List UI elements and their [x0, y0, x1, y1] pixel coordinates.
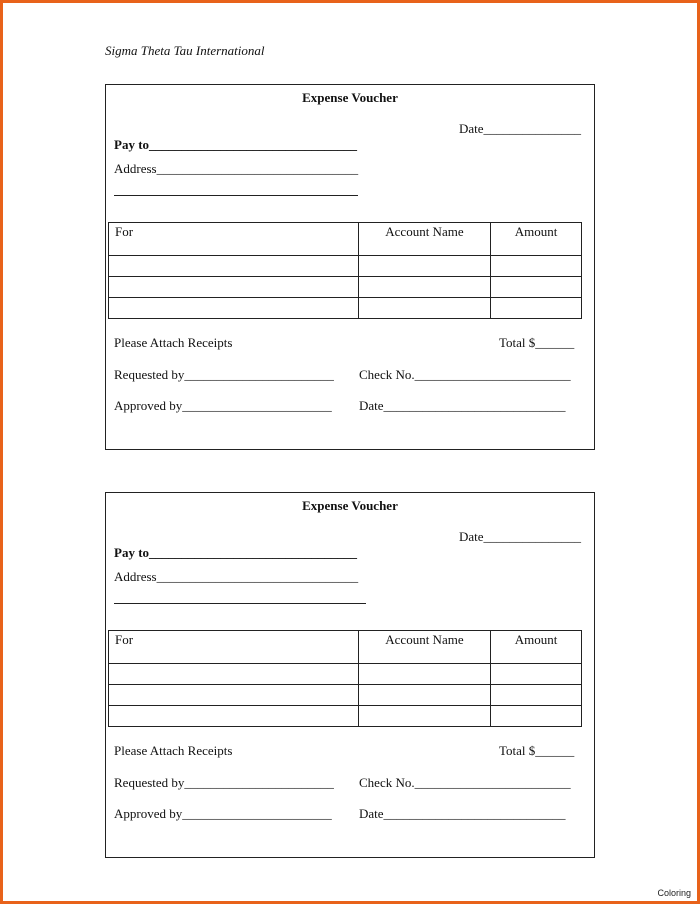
table-row [109, 298, 582, 319]
requested-by-field[interactable]: Requested by_______________________ [114, 775, 334, 790]
address-field[interactable]: Address_______________________________ [114, 569, 359, 584]
table-row [109, 706, 582, 727]
table-row [109, 685, 582, 706]
cell-account-name[interactable] [358, 277, 491, 298]
cell-account-name[interactable] [358, 664, 491, 685]
cell-account-name[interactable] [358, 706, 491, 727]
attach-receipts-note: Please Attach Receipts [114, 335, 233, 350]
header-account-name: Account Name [358, 223, 491, 256]
address-field[interactable]: Address_______________________________ [114, 161, 359, 176]
cell-account-name[interactable] [358, 298, 491, 319]
expense-table [108, 630, 582, 727]
check-number-field[interactable]: Check No.________________________ [359, 367, 571, 382]
cell-amount[interactable] [491, 706, 582, 727]
approved-by-field[interactable]: Approved by_______________________ [114, 398, 332, 413]
approval-date-field[interactable]: Date____________________________ [359, 806, 566, 821]
approved-by-field[interactable]: Approved by_______________________ [114, 806, 332, 821]
cell-account-name[interactable] [358, 685, 491, 706]
cell-amount[interactable] [491, 256, 582, 277]
attach-receipts-note: Please Attach Receipts [114, 743, 233, 758]
address-line-2[interactable] [114, 195, 358, 196]
cell-amount[interactable] [491, 664, 582, 685]
cell-for[interactable] [109, 256, 359, 277]
cell-for[interactable] [109, 664, 359, 685]
cell-for[interactable] [109, 685, 359, 706]
header-for: For [109, 631, 359, 664]
cell-amount[interactable] [491, 298, 582, 319]
header-for: For [109, 223, 359, 256]
total-field[interactable]: Total $______ [499, 743, 575, 758]
header-account-name: Account Name [358, 631, 491, 664]
voucher-title: Expense Voucher [302, 90, 398, 105]
pay-to-field[interactable]: Pay to________________________________ [114, 137, 358, 152]
header-amount: Amount [491, 631, 582, 664]
cell-amount[interactable] [491, 685, 582, 706]
header-amount: Amount [491, 223, 582, 256]
approval-date-field[interactable]: Date____________________________ [359, 398, 566, 413]
address-line-2[interactable] [114, 603, 366, 604]
expense-voucher-1 [105, 84, 595, 450]
date-field[interactable]: Date_______________ [459, 121, 582, 136]
cell-for[interactable] [109, 277, 359, 298]
pay-to-field[interactable]: Pay to________________________________ [114, 545, 358, 560]
date-field[interactable]: Date_______________ [459, 529, 582, 544]
table-header-row [109, 223, 582, 256]
expense-voucher-2 [105, 492, 595, 858]
organization-name: Sigma Theta Tau International [105, 43, 265, 58]
voucher-title: Expense Voucher [302, 498, 398, 513]
cell-for[interactable] [109, 298, 359, 319]
cell-for[interactable] [109, 706, 359, 727]
total-field[interactable]: Total $______ [499, 335, 575, 350]
table-header-row [109, 631, 582, 664]
check-number-field[interactable]: Check No.________________________ [359, 775, 571, 790]
cell-account-name[interactable] [358, 256, 491, 277]
table-row [109, 256, 582, 277]
expense-table [108, 222, 582, 319]
cell-amount[interactable] [491, 277, 582, 298]
requested-by-field[interactable]: Requested by_______________________ [114, 367, 334, 382]
table-row [109, 277, 582, 298]
footer-watermark: Coloring [657, 888, 691, 898]
table-row [109, 664, 582, 685]
